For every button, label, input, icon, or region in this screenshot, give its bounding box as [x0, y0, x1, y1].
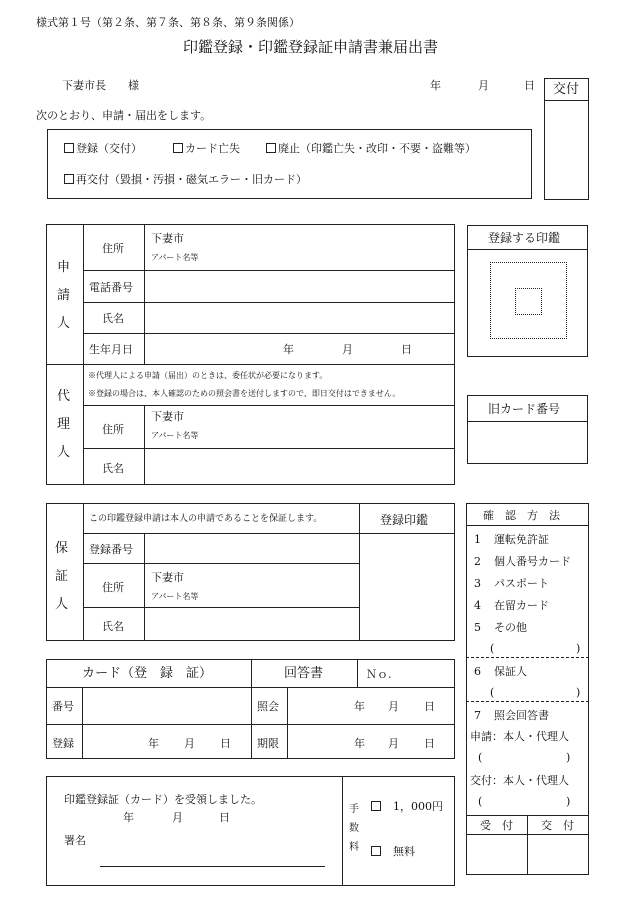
guarantor-regno-label: 登録番号: [89, 543, 133, 556]
verify-7-label: 照会回答書: [494, 709, 549, 722]
receipt-month: 月: [172, 811, 183, 824]
agent-name-field[interactable]: [145, 449, 454, 484]
dob-year: 年: [283, 343, 294, 356]
agent-note-1: ※代理人による申請（届出）のときは、委任状が必要になります。: [88, 371, 328, 380]
verify-6-paren-open: (: [490, 686, 495, 699]
issue-label: 交付: [553, 82, 580, 97]
card-number-field[interactable]: [83, 688, 250, 723]
checkbox-register[interactable]: 登録（交付）: [64, 143, 142, 154]
recipient: 下妻市長 様: [62, 79, 139, 92]
deadline-year: 年: [354, 737, 365, 750]
section-guarantor-2: 証: [55, 569, 69, 584]
verify-6-paren-close: ): [576, 686, 581, 699]
checkbox-icon: [266, 143, 276, 153]
verify-6-label: 保証人: [494, 665, 527, 678]
applicant-phone-label: 電話番号: [89, 281, 133, 294]
verify-5-paren-close: ): [576, 642, 581, 655]
deadline-day: 日: [424, 737, 435, 750]
verify-5-paren-open: (: [490, 642, 495, 655]
checkbox-abolish[interactable]: 廃止（印鑑亡失・改印・不要・盗難等）: [266, 143, 476, 154]
delivery-stamp-field[interactable]: [528, 835, 588, 874]
receipt-stamp-label: 受 付: [480, 819, 513, 832]
applicant-name-field[interactable]: [145, 303, 454, 332]
form-number: 様式第１号（第２条、第７条、第８条、第９条関係）: [36, 16, 300, 29]
seal-inner-frame: [515, 288, 542, 315]
receipt-year: 年: [123, 811, 134, 824]
applicant-phone-field[interactable]: [145, 271, 454, 301]
inquiry-year: 年: [354, 700, 365, 713]
reg-month: 月: [184, 737, 195, 750]
old-card-label: 旧カード番号: [488, 402, 561, 416]
date-month: 月: [478, 79, 489, 92]
verify-apply-paren-open: (: [478, 751, 483, 764]
checkbox-card-lost[interactable]: カード亡失: [173, 143, 240, 154]
old-card-field[interactable]: [468, 422, 587, 463]
fee-label-3: 料: [349, 842, 359, 853]
agent-note-2: ※登録の場合は、本人確認のための照会書を送付しますので、即日交付はできません。: [88, 389, 401, 398]
receipt-stamp-field[interactable]: [467, 835, 526, 874]
checkbox-icon: [371, 801, 381, 811]
date-year: 年: [430, 79, 441, 92]
checkbox-icon: [173, 143, 183, 153]
guarantor-regno-field[interactable]: [145, 534, 358, 562]
applicant-address-field[interactable]: [145, 225, 454, 269]
verify-2-label: 個人番号カード: [494, 555, 571, 568]
seal-label: 登録する印鑑: [488, 231, 561, 245]
section-guarantor-3: 人: [55, 597, 69, 612]
applicant-city: 下妻市: [151, 232, 184, 245]
verify-issue-paren-open: (: [478, 795, 483, 808]
applicant-apt: アパート名等: [151, 253, 199, 262]
guarantor-seal-field[interactable]: [360, 534, 454, 640]
checkbox-reissue[interactable]: 再交付（毀損・汚損・磁気エラー・旧カード）: [64, 174, 307, 185]
agent-name-label: 氏名: [102, 462, 124, 475]
fee-checkbox-1000[interactable]: 1，000円: [371, 801, 443, 812]
inquiry-label: 照会: [257, 700, 279, 713]
applicant-address-label: 住所: [102, 242, 124, 255]
verify-7-num: 7: [474, 709, 481, 722]
verify-4-num: 4: [474, 599, 481, 612]
verify-1-num: 1: [474, 533, 481, 546]
agent-apt: アパート名等: [151, 431, 199, 440]
intro-text: 次のとおり、申請・届出をします。: [36, 109, 212, 122]
guarantor-apt: アパート名等: [151, 592, 199, 601]
guarantor-statement: この印鑑登録申請は本人の申請であることを保証します。: [89, 514, 323, 524]
fee-label-1: 手: [349, 804, 359, 815]
verify-3-label: パスポート: [494, 577, 549, 590]
agent-city: 下妻市: [151, 410, 184, 423]
reply-no-label: Ｎｏ.: [366, 668, 392, 681]
deadline-month: 月: [388, 737, 399, 750]
verify-apply-line: 申請：本人・代理人: [470, 730, 569, 743]
inquiry-month: 月: [388, 700, 399, 713]
inquiry-day: 日: [424, 700, 435, 713]
guarantor-name-field[interactable]: [145, 608, 358, 640]
reg-day: 日: [220, 737, 231, 750]
verify-issue-line: 交付：本人・代理人: [470, 774, 569, 787]
agent-address-field[interactable]: [145, 406, 454, 447]
section-agent-1: 代: [57, 389, 71, 404]
dob-month: 月: [342, 343, 353, 356]
section-applicant-2: 請: [57, 288, 71, 303]
verify-5-num: 5: [474, 621, 481, 634]
registration-label: 登録: [52, 737, 74, 750]
fee-label-2: 数: [349, 823, 359, 834]
checkbox-icon: [64, 143, 74, 153]
section-agent-2: 理: [57, 417, 71, 432]
applicant-dob-field[interactable]: [145, 334, 454, 363]
reply-title: 回答書: [284, 666, 324, 681]
signature-line[interactable]: [100, 866, 325, 867]
card-title: カード（登 録 証）: [82, 666, 213, 681]
verify-1-label: 運転免許証: [494, 533, 549, 546]
checkbox-icon: [371, 846, 381, 856]
verify-2-num: 2: [474, 555, 481, 568]
reply-no-field[interactable]: [392, 660, 454, 686]
agent-address-label: 住所: [102, 423, 124, 436]
section-applicant-1: 申: [57, 260, 71, 275]
verify-3-num: 3: [474, 577, 481, 590]
guarantor-seal-label: 登録印鑑: [380, 513, 429, 527]
delivery-stamp-label: 交 付: [541, 819, 574, 832]
guarantor-address-field[interactable]: [145, 564, 358, 606]
dob-day: 日: [401, 343, 412, 356]
fee-checkbox-free[interactable]: 無料: [371, 846, 415, 857]
verify-issue-paren-close: ): [566, 795, 571, 808]
applicant-name-label: 氏名: [102, 312, 124, 325]
card-number-label: 番号: [52, 700, 74, 713]
guarantor-city: 下妻市: [151, 571, 184, 584]
checkbox-icon: [64, 174, 74, 184]
receipt-day: 日: [219, 811, 230, 824]
verify-4-label: 在留カード: [494, 599, 549, 612]
sign-label: 署名: [64, 834, 86, 847]
verify-5-label: その他: [494, 621, 527, 634]
page-title: 印鑑登録・印鑑登録証申請書兼届出書: [183, 38, 439, 56]
receipt-text: 印鑑登録証（カード）を受領しました。: [64, 793, 262, 806]
verification-title: 確 認 方 法: [483, 509, 560, 522]
deadline-label: 期限: [257, 737, 279, 750]
section-applicant-3: 人: [57, 316, 71, 331]
section-agent-3: 人: [57, 445, 71, 460]
date-day: 日: [524, 79, 535, 92]
applicant-dob-label: 生年月日: [89, 343, 133, 356]
guarantor-name-label: 氏名: [102, 620, 124, 633]
guarantor-address-label: 住所: [102, 581, 124, 594]
section-guarantor-1: 保: [55, 541, 69, 556]
verify-apply-paren-close: ): [566, 751, 571, 764]
request-type-box: [47, 129, 532, 199]
reg-year: 年: [148, 737, 159, 750]
verify-6-num: 6: [474, 665, 481, 678]
